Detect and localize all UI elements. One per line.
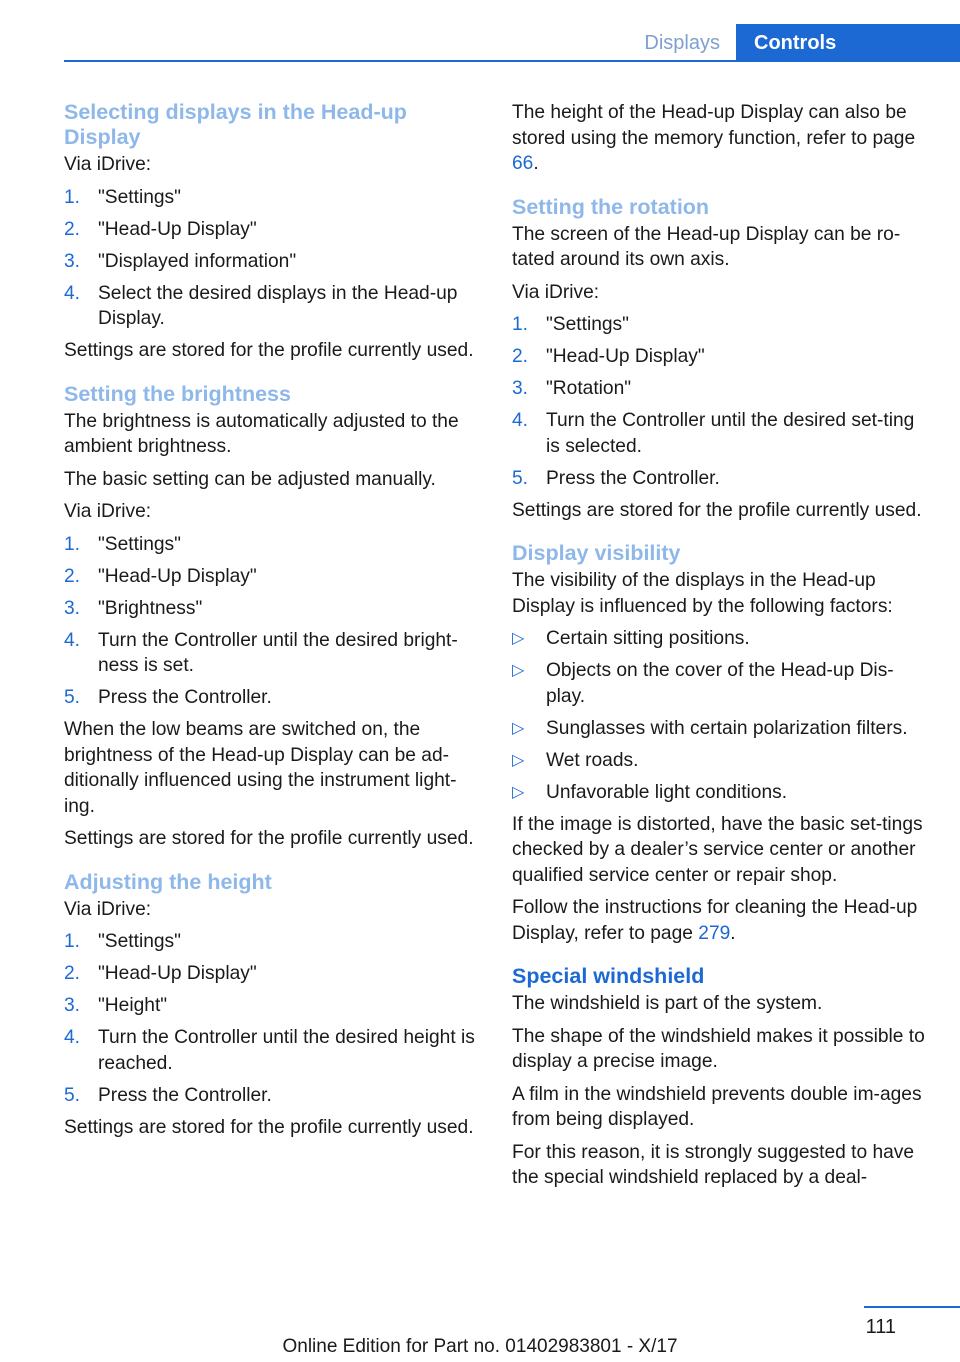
list-item: ▷ Unfavorable light conditions. [512, 780, 930, 806]
list-item: 5. Press the Controller. [64, 1083, 482, 1109]
steps-height [64, 929, 482, 1108]
heading-adjusting-height: Adjusting the height [64, 869, 272, 894]
step-number: 2. [64, 218, 81, 240]
paragraph: Settings are stored for the profile currently used. [64, 340, 474, 361]
list-item: 5. Press the Controller. [64, 685, 482, 711]
step-number: 2. [64, 565, 81, 587]
visibility-factors-list [512, 626, 930, 805]
paragraph: The brightness is automatically adjusted to the ambient brightness. [64, 410, 459, 457]
list-item: 2. "Head-Up Display" [64, 564, 482, 590]
list-item: 1. "Settings" [64, 185, 482, 211]
header-rule [64, 60, 960, 62]
step-number: 3. [64, 995, 81, 1016]
page-header [0, 24, 960, 62]
list-item: 2. "Head-Up Display" [64, 217, 482, 243]
list-item: ▷ Wet roads. [512, 748, 930, 774]
page-link-279[interactable]: 279 [698, 922, 731, 944]
list-item: ▷ Sunglasses with certain polarization filters. [512, 716, 930, 742]
paragraph: The basic setting can be adjusted manually. [64, 468, 436, 490]
section-tab-displays[interactable]: Displays [644, 32, 720, 54]
step-number: 4. [64, 629, 81, 651]
step-number: 2. [64, 963, 81, 984]
list-item: 1. "Settings" [512, 312, 930, 338]
heading-selecting-displays: Selecting displays in the Head-up Display [64, 100, 407, 149]
list-item: 2. "Head-Up Display" [64, 961, 482, 987]
step-number: 5. [64, 1084, 81, 1106]
triangle-right-icon: ▷ [512, 630, 525, 647]
step-number: 3. [64, 250, 81, 272]
paragraph: The shape of the windshield makes it possible to display a precise image. [512, 1025, 925, 1072]
steps-brightness [64, 532, 482, 711]
step-number: 4. [512, 410, 529, 431]
paragraph-memory: The height of the Head-up Display can also be stored using the memory function, refer to page 66. [512, 102, 916, 174]
list-item: 1. "Settings" [64, 929, 482, 955]
step-number: 1. [512, 314, 529, 335]
via-idrive: Via iDrive: [64, 501, 152, 522]
heading-setting-brightness: Setting the brightness [64, 381, 291, 406]
page-link-66[interactable]: 66 [512, 153, 534, 174]
step-number: 3. [64, 597, 81, 619]
heading-special-windshield: Special windshield [512, 964, 705, 988]
paragraph: For this reason, it is strongly suggested to have the special windshield replaced by a deal‐ [512, 1141, 915, 1188]
step-number: 5. [512, 467, 529, 489]
edition-footer: Online Edition for Part no. 01402983801 - X/17 [282, 1336, 678, 1357]
steps-selecting-displays [64, 185, 482, 332]
paragraph: The visibility of the displays in the Head-up Display is influenced by the following factors: [512, 570, 893, 617]
right-column [512, 100, 930, 1198]
list-item: 4. Turn the Controller until the desired bright‐ness is set. [64, 629, 458, 676]
paragraph-cleaning: Follow the instructions for cleaning the Head-up Display, refer to page 279. [512, 897, 918, 944]
step-number: 4. [64, 282, 81, 304]
list-item: 1. "Settings" [64, 532, 482, 558]
step-number: 1. [64, 533, 81, 555]
paragraph: A film in the windshield prevents double im‐ages from being displayed. [512, 1083, 922, 1130]
list-item: 2. "Head-Up Display" [512, 344, 930, 370]
left-column [64, 100, 482, 1147]
list-item: 3. "Brightness" [64, 596, 482, 622]
step-number: 4. [64, 1027, 81, 1048]
steps-rotation [512, 312, 930, 491]
heading-setting-rotation: Setting the rotation [512, 194, 710, 219]
triangle-right-icon: ▷ [512, 719, 525, 737]
list-item: 3. "Displayed information" [64, 249, 482, 275]
via-idrive: Via iDrive: [64, 154, 152, 175]
section-tab-controls[interactable]: Controls [736, 24, 960, 62]
step-number: 2. [512, 346, 529, 367]
step-number: 5. [64, 687, 81, 708]
paragraph: Settings are stored for the profile currently used. [64, 828, 474, 849]
list-item: 4. Turn the Controller until the desired height is reached. [64, 1027, 475, 1074]
via-idrive: Via iDrive: [64, 898, 152, 920]
list-item: 4. Turn the Controller until the desired set‐ting is selected. [512, 410, 915, 457]
list-item: 4. Select the desired displays in the Head-up Display. [64, 282, 458, 329]
via-idrive: Via iDrive: [512, 281, 600, 303]
triangle-right-icon: ▷ [512, 783, 525, 801]
list-item: 3. "Rotation" [512, 376, 930, 402]
triangle-right-icon: ▷ [512, 662, 525, 679]
list-item: ▷ Objects on the cover of the Head-up Dis‐play. [512, 660, 894, 707]
list-item: ▷ Certain sitting positions. [512, 626, 930, 652]
paragraph: Settings are stored for the profile currently used. [64, 1116, 474, 1138]
paragraph: The screen of the Head-up Display can be ro‐tated around its own axis. [512, 223, 901, 270]
heading-display-visibility: Display visibility [512, 541, 681, 565]
step-number: 3. [512, 378, 529, 399]
page-number: 111 [865, 1316, 896, 1338]
list-item: 3. "Height" [64, 993, 482, 1019]
list-item: 5. Press the Controller. [512, 466, 930, 492]
triangle-right-icon: ▷ [512, 751, 525, 769]
paragraph: When the low beams are switched on, the brightness of the Head-up Display can be ad‐ditionally influenced using the instrument light‐ing. [64, 719, 457, 817]
footer-rule [864, 1306, 960, 1308]
step-number: 1. [64, 931, 81, 952]
paragraph: If the image is distorted, have the basic set‐tings checked by a dealer’s service center or another qualified service center or repair shop. [512, 813, 923, 886]
paragraph: The windshield is part of the system. [512, 993, 823, 1014]
step-number: 1. [64, 186, 81, 208]
paragraph: Settings are stored for the profile currently used. [512, 499, 922, 521]
